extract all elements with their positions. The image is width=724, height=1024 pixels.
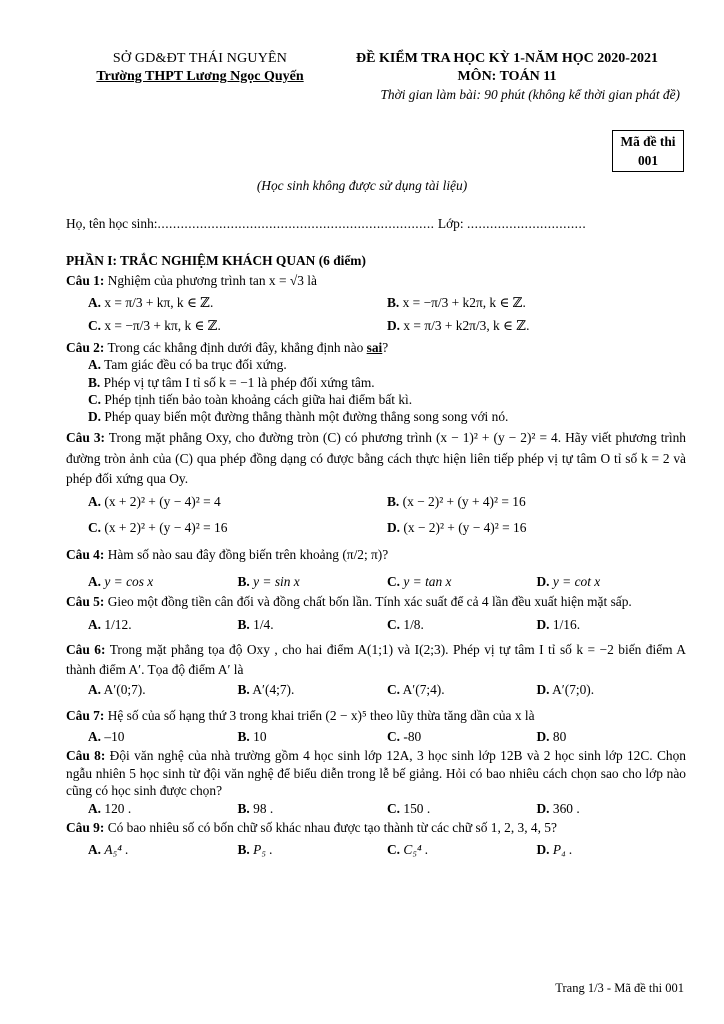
- option-letter: D.: [536, 574, 550, 590]
- question-6: [66, 640, 686, 682]
- header-right: [332, 50, 682, 104]
- option-letter: C.: [88, 318, 102, 334]
- option-text: y = cos x: [104, 574, 154, 590]
- option-letter: D.: [536, 841, 550, 857]
- option-text: 1/8.: [403, 617, 424, 633]
- option-text: 10: [253, 729, 267, 744]
- option-b: [387, 493, 686, 510]
- option-text: y = sin x: [253, 574, 300, 590]
- option-c: [387, 573, 537, 590]
- option-text: Phép vị tự tâm I tỉ số k = −1 là phép đối xứng tâm.: [103, 374, 375, 390]
- question-3: [66, 428, 686, 490]
- exam-code-label: Mã đề thi: [620, 134, 676, 149]
- option-b: [238, 681, 388, 698]
- option-a: [88, 573, 238, 590]
- question-1: [66, 272, 686, 289]
- question-label: Câu 5:: [66, 593, 105, 609]
- option-text: (x − 2)² + (y + 4)² = 16: [402, 494, 526, 510]
- question-text: Hệ số của số hạng thứ 3 trong khai triển (2 − x)⁵ theo lũy thừa tăng dần của x là: [107, 707, 535, 723]
- option-text: A′(4;7).: [252, 682, 295, 698]
- option-c: [387, 800, 537, 817]
- student-name-label: Họ, tên học sinh:: [66, 216, 158, 231]
- question-emphasis: sai: [366, 339, 383, 355]
- no-materials-note: (Học sinh không được sử dụng tài liệu): [256, 178, 468, 193]
- option-b: [238, 841, 388, 858]
- option-d: [537, 573, 687, 590]
- option-text: A′(0;7).: [103, 682, 146, 698]
- time-note: Thời gian làm bài: 90 phút (không kể thời gian phát đề): [380, 87, 680, 103]
- option-text: y = tan x: [403, 574, 452, 590]
- question-2: [66, 339, 686, 356]
- option-letter: A.: [88, 800, 102, 816]
- option-text: 1/16.: [552, 617, 581, 633]
- option-letter: D.: [536, 617, 550, 633]
- option-c: [88, 391, 686, 408]
- question-text: Trong mặt phẳng tọa độ Oxy , cho hai điểm A(1;1) và I(2;3). Phép vị tự tâm I tỉ số k = −2 biến điểm A thành điểm A′. Tọa độ điểm A′ là: [66, 641, 686, 678]
- question-6-options: [66, 681, 686, 698]
- department-name: SỞ GD&ĐT THÁI NGUYÊN: [112, 51, 288, 66]
- exam-code-box: [612, 130, 684, 172]
- option-d: [537, 681, 687, 698]
- question-label: Câu 8:: [66, 748, 106, 764]
- option-text: A₅⁴ .: [104, 841, 129, 857]
- question-2-options: [66, 356, 686, 426]
- option-a: [88, 800, 238, 817]
- option-letter: A.: [88, 357, 102, 373]
- option-c: [88, 317, 387, 334]
- option-text: 120 .: [104, 800, 132, 816]
- option-letter: B.: [387, 494, 400, 510]
- question-7: [66, 707, 686, 724]
- option-b: [238, 800, 388, 817]
- option-text: A′(7;0).: [552, 682, 595, 698]
- question-4-options: [66, 573, 686, 590]
- option-letter: D.: [387, 519, 401, 535]
- question-text: Trong mặt phẳng Oxy, cho đường tròn (C) có phương trình (x − 1)² + (y − 2)² = 4. Hãy viết phương trình đường tròn ảnh của (C) qua phép đồng dạng có được bằng cách thực hiện liên tiếp phép vị tự tâm O tỉ số k = 2 và phép đối xứng qua Oy.: [66, 429, 686, 487]
- question-label: Câu 3:: [66, 429, 105, 445]
- section-title: PHẦN I: TRẮC NGHIỆM KHÁCH QUAN (6 điểm): [66, 253, 366, 268]
- option-c: [387, 841, 537, 858]
- option-d: [537, 616, 687, 633]
- question-label: Câu 9:: [66, 820, 105, 836]
- option-d: [88, 408, 686, 425]
- question-text: Nghiệm của phương trình tan x = √3 là: [107, 273, 317, 289]
- option-letter: A.: [88, 617, 102, 633]
- option-d: [537, 728, 687, 745]
- exam-body: [66, 252, 686, 858]
- option-b: [238, 616, 388, 633]
- option-text: -80: [403, 729, 422, 744]
- option-letter: A.: [88, 574, 102, 590]
- option-letter: A.: [88, 841, 102, 857]
- subject: MÔN: TOÁN 11: [457, 69, 557, 85]
- question-9: [66, 819, 686, 836]
- option-letter: A.: [88, 294, 102, 310]
- option-b: [387, 294, 686, 311]
- option-text: y = cot x: [552, 574, 601, 590]
- option-text: x = π/3 + k2π/3, k ∈ ℤ.: [403, 318, 530, 334]
- option-letter: C.: [387, 800, 401, 816]
- option-b: [238, 573, 388, 590]
- option-text: x = π/3 + kπ, k ∈ ℤ.: [104, 294, 214, 310]
- option-letter: B.: [237, 800, 250, 816]
- question-text: Trong các khẳng định dưới đây, khẳng định nào: [107, 339, 367, 355]
- option-text: 360 .: [552, 800, 580, 816]
- option-text: Phép quay biến một đường thẳng thành một đường thẳng song song với nó.: [104, 409, 509, 425]
- option-letter: C.: [387, 729, 401, 744]
- question-8-options: [66, 800, 686, 817]
- option-a: [88, 356, 686, 373]
- option-b: [88, 374, 686, 391]
- question-4: [66, 546, 686, 563]
- option-text: 1/4.: [253, 617, 274, 633]
- option-letter: B.: [237, 617, 250, 633]
- option-text: 150 .: [403, 800, 431, 816]
- option-letter: C.: [387, 574, 401, 590]
- question-label: Câu 2:: [66, 339, 105, 355]
- question-text: Gieo một đồng tiền cân đối và đồng chất bốn lần. Tính xác suất để cả 4 lần đều xuất hiện mặt sấp.: [107, 593, 632, 609]
- option-letter: D.: [88, 409, 102, 425]
- header-left: [70, 50, 330, 86]
- option-text: (x − 2)² + (y − 4)² = 16: [403, 519, 527, 535]
- option-letter: D.: [536, 729, 550, 744]
- option-letter: B.: [237, 729, 250, 744]
- question-text: Đội văn nghệ của nhà trường gồm 4 học sinh lớp 12A, 3 học sinh lớp 12B và 2 học sinh lớp 12C. Chọn ngẫu nhiên 5 học sinh từ đội văn nghệ để biểu diễn trong lễ bế giảng. Hỏi có bao nhiêu cách chọn sao cho lớp nào cũng có học sinh được chọn?: [66, 748, 686, 799]
- question-9-options: [66, 841, 686, 858]
- option-a: [88, 493, 387, 510]
- question-text-end: ?: [382, 339, 389, 355]
- option-letter: B.: [237, 841, 250, 857]
- option-text: (x + 2)² + (y − 4)² = 16: [104, 519, 228, 535]
- option-text: A′(7;4).: [402, 682, 445, 698]
- option-a: [88, 616, 238, 633]
- question-1-options: [66, 294, 686, 335]
- option-c: [88, 519, 387, 536]
- option-letter: C.: [387, 682, 401, 698]
- option-text: 98 .: [253, 800, 274, 816]
- question-label: Câu 7:: [66, 707, 105, 723]
- student-info-line: [66, 215, 686, 232]
- option-letter: A.: [88, 729, 102, 744]
- question-8: [66, 747, 686, 799]
- option-c: [387, 616, 537, 633]
- page-footer: Trang 1/3 - Mã đề thi 001: [555, 981, 684, 995]
- question-7-options: [66, 728, 686, 745]
- option-a: [88, 294, 387, 311]
- option-letter: C.: [387, 841, 401, 857]
- option-b: [238, 728, 388, 745]
- student-name-dots: ........................................................................: [157, 216, 435, 231]
- option-d: [387, 519, 686, 536]
- question-text: Có bao nhiêu số có bốn chữ số khác nhau được tạo thành từ các chữ số 1, 2, 3, 4, 5?: [107, 820, 557, 836]
- option-text: 80: [552, 729, 567, 744]
- option-text: P₄ .: [552, 841, 573, 857]
- option-letter: A.: [88, 494, 102, 510]
- option-text: P₅ .: [253, 841, 273, 857]
- option-text: Phép tịnh tiến bảo toàn khoảng cách giữa hai điểm bất kì.: [104, 391, 413, 407]
- class-label: Lớp:: [437, 216, 464, 231]
- option-letter: D.: [536, 800, 550, 816]
- option-letter: B.: [88, 374, 101, 390]
- school-name: Trường THPT Lương Ngọc Quyến: [96, 69, 304, 85]
- question-label: Câu 6:: [66, 641, 106, 657]
- option-d: [537, 800, 687, 817]
- exam-title: ĐỀ KIỂM TRA HỌC KỲ 1-NĂM HỌC 2020-2021: [356, 51, 658, 66]
- option-letter: D.: [387, 318, 401, 334]
- question-label: Câu 1:: [66, 273, 105, 289]
- exam-code-value: 001: [637, 153, 659, 168]
- option-letter: B.: [237, 682, 250, 698]
- question-label: Câu 4:: [66, 546, 105, 562]
- option-text: (x + 2)² + (y − 4)² = 4: [104, 494, 221, 510]
- option-a: [88, 681, 238, 698]
- option-text: Tam giác đều có ba trục đối xứng.: [104, 357, 287, 373]
- option-letter: B.: [387, 294, 400, 310]
- option-a: [88, 841, 238, 858]
- option-text: –10: [104, 729, 125, 744]
- class-dots: ...............................: [466, 216, 587, 231]
- question-5: [66, 593, 686, 610]
- option-letter: A.: [88, 682, 102, 698]
- option-c: [387, 681, 537, 698]
- option-text: x = −π/3 + kπ, k ∈ ℤ.: [104, 318, 221, 334]
- option-a: [88, 728, 238, 745]
- option-text: 1/12.: [104, 617, 132, 633]
- option-c: [387, 728, 537, 745]
- question-5-options: [66, 616, 686, 633]
- option-letter: C.: [387, 617, 401, 633]
- option-text: C₅⁴ .: [403, 841, 429, 857]
- question-3-options: [66, 493, 686, 536]
- option-d: [387, 317, 686, 334]
- option-d: [537, 841, 687, 858]
- option-letter: D.: [536, 682, 550, 698]
- option-text: x = −π/3 + k2π, k ∈ ℤ.: [402, 294, 526, 310]
- option-letter: C.: [88, 519, 102, 535]
- option-letter: C.: [88, 391, 102, 407]
- question-text: Hàm số nào sau đây đồng biến trên khoảng (π/2; π)?: [107, 546, 389, 562]
- option-letter: B.: [237, 574, 250, 590]
